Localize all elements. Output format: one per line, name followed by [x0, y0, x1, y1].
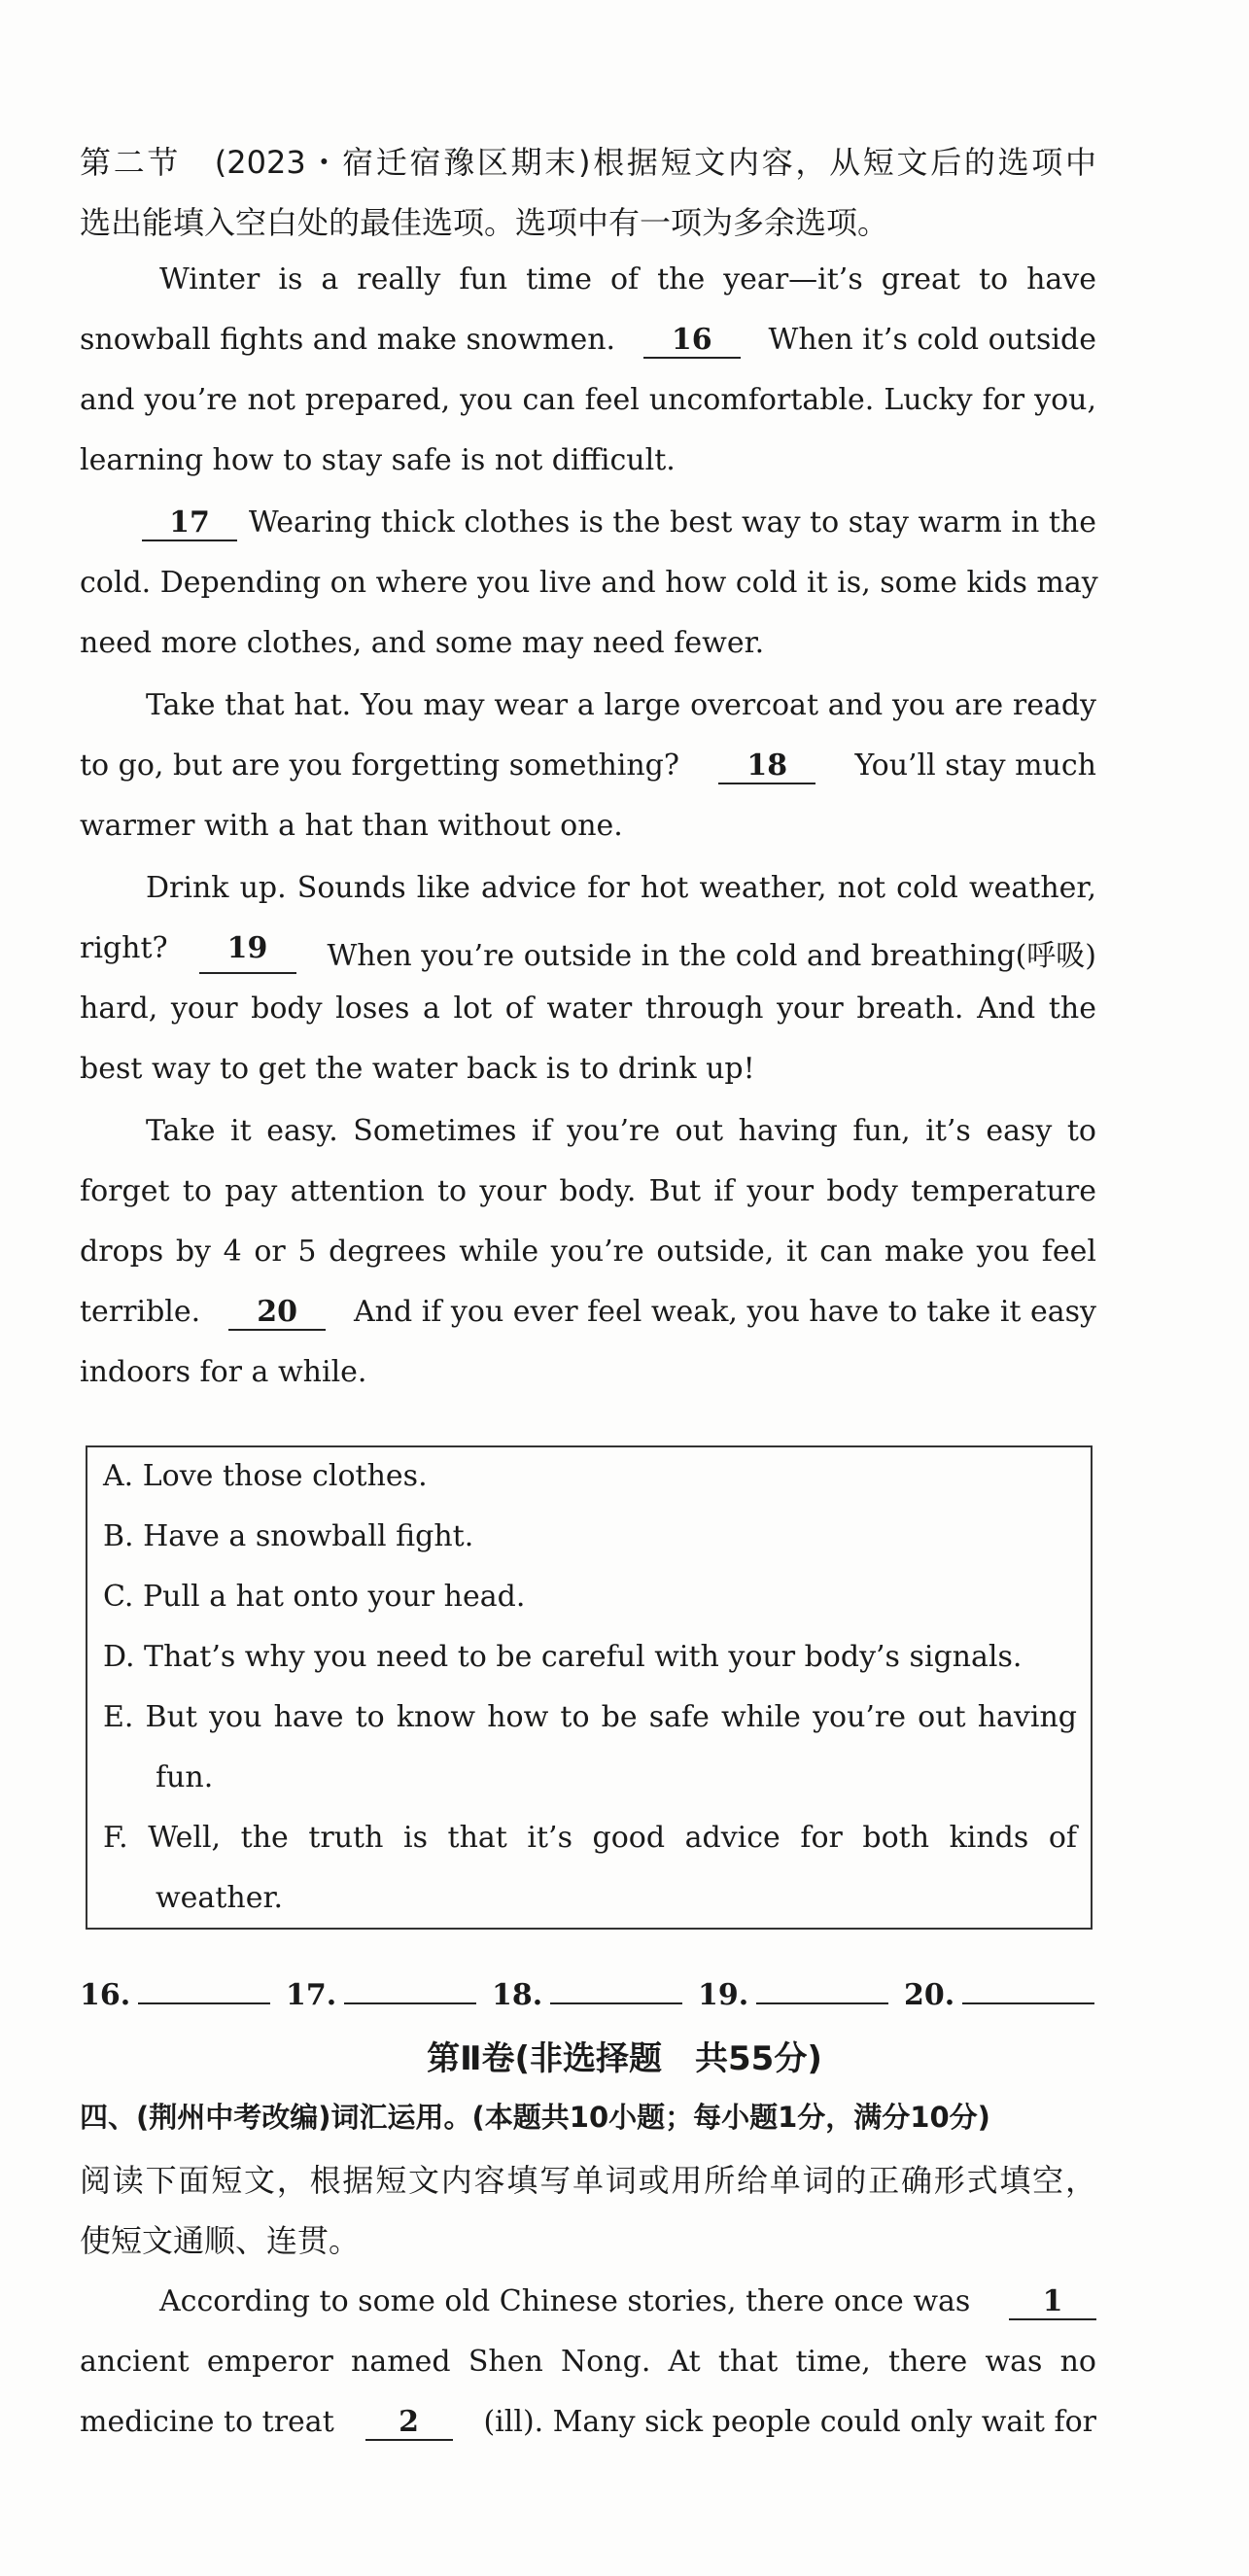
p4-line2	[80, 931, 1096, 974]
options-box	[86, 1445, 1093, 1930]
answer-20-line[interactable]	[962, 1973, 1094, 2004]
p2-line1-text: Wearing thick clothes is the best way to stay warm in the	[248, 505, 1096, 540]
p1-line2b: When it’s cold outside	[768, 323, 1096, 357]
p4-line2b: When you’re outside in the cold and breathing(呼吸)	[327, 939, 1096, 973]
answer-row	[80, 1973, 1096, 2012]
answer-17[interactable]	[286, 1973, 476, 2012]
blank-1[interactable]: 1	[1009, 2284, 1096, 2320]
answer-16[interactable]	[80, 1973, 270, 2012]
p6-line3	[80, 2405, 1096, 2441]
answer-16-label: 16.	[80, 1978, 131, 2012]
part2-instr1: 阅读下面短文，根据短文内容填写单词或用所给单词的正确形式填空，	[80, 2162, 1096, 2199]
p6-line2: ancient emperor named Shen Nong. At that time, there was no	[80, 2345, 1096, 2379]
blank-2[interactable]: 2	[365, 2405, 453, 2441]
option-d: D. That’s why you need to be careful with your body’s signals.	[103, 1640, 1023, 1674]
p5-line4	[80, 1295, 1096, 1331]
p3-line2a: to go, but are you forgetting something?	[80, 748, 679, 783]
p1-line3: and you’re not prepared, you can feel uncomfortable. Lucky for you,	[80, 383, 1096, 417]
answer-17-label: 17.	[286, 1978, 337, 2012]
p4-line3: hard, your body loses a lot of water through your breath. And the	[80, 992, 1096, 1026]
blank-16[interactable]: 16	[643, 323, 741, 359]
answer-17-line[interactable]	[344, 1973, 476, 2004]
p4-line4: best way to get the water back is to drink up!	[80, 1052, 755, 1086]
p5-line4a: terrible.	[80, 1295, 201, 1329]
p5-line5: indoors for a while.	[80, 1355, 367, 1389]
answer-19-line[interactable]	[756, 1973, 888, 2004]
p1-line1: Winter is a really fun time of the year—it’s great to have	[159, 262, 1096, 296]
p5-line3: drops by 4 or 5 degrees while you’re outside, it can make you feel	[80, 1235, 1096, 1269]
p5-line1: Take it easy. Sometimes if you’re out having fun, it’s easy to	[146, 1114, 1096, 1148]
part2-heading: 四、(荆州中考改编)词汇运用。(本题共10小题；每小题1分，满分10分)	[80, 2101, 990, 2134]
p5-line4b: And if you ever feel weak, you have to take it easy	[353, 1295, 1096, 1329]
p3-line1: Take that hat. You may wear a large overcoat and you are ready	[146, 688, 1096, 722]
answer-18-line[interactable]	[550, 1973, 682, 2004]
answer-18-label: 18.	[492, 1978, 543, 2012]
part2-instr2: 使短文通顺、连贯。	[80, 2222, 361, 2259]
part2-title: 第Ⅱ卷(非选择题 共55分)	[427, 2039, 822, 2078]
p4-line1: Drink up. Sounds like advice for hot weather, not cold weather,	[146, 871, 1096, 905]
option-f-line1: F. Well, the truth is that it’s good advice for both kinds of	[103, 1821, 1077, 1855]
section2-line1: 第二节 (2023・宿迁宿豫区期末)根据短文内容，从短文后的选项中	[80, 144, 1096, 181]
answer-19[interactable]	[698, 1973, 888, 2012]
section2-line2: 选出能填入空白处的最佳选项。选项中有一项为多余选项。	[80, 204, 889, 241]
p3-line3: warmer with a hat than without one.	[80, 809, 623, 843]
answer-19-label: 19.	[698, 1978, 749, 2012]
option-c: C. Pull a hat onto your head.	[103, 1580, 526, 1614]
p6-line1a: According to some old Chinese stories, there once was	[159, 2284, 971, 2318]
blank-19[interactable]: 19	[199, 931, 296, 974]
blank-18[interactable]: 18	[718, 748, 815, 784]
p1-line4: learning how to stay safe is not difficult.	[80, 443, 676, 477]
p2-line1	[80, 505, 1096, 541]
answer-20[interactable]	[904, 1973, 1094, 2012]
p1-line2a: snowball fights and make snowmen.	[80, 323, 616, 357]
p2-line3: need more clothes, and some may need fewer.	[80, 626, 765, 660]
option-e-line1: E. But you have to know how to be safe while you’re out having	[103, 1700, 1077, 1734]
blank-17[interactable]: 17	[142, 505, 237, 541]
p3-line2	[80, 748, 1096, 784]
p3-line2b: You’ll stay much	[854, 748, 1096, 783]
p6-line3a: medicine to treat	[80, 2405, 334, 2439]
p6-line3b: (ill). Many sick people could only wait for	[483, 2405, 1096, 2439]
option-a: A. Love those clothes.	[103, 1459, 428, 1493]
p6-line1	[80, 2284, 1096, 2320]
option-b: B. Have a snowball fight.	[103, 1519, 474, 1553]
option-e-line2: fun.	[156, 1760, 214, 1794]
answer-20-label: 20.	[904, 1978, 955, 2012]
p4-line2a: right?	[80, 931, 168, 965]
answer-18[interactable]	[492, 1973, 682, 2012]
option-f-line2: weather.	[156, 1881, 284, 1915]
p5-line2: forget to pay attention to your body. But if your body temperature	[80, 1174, 1096, 1208]
p2-line2: cold. Depending on where you live and how cold it is, some kids may	[80, 566, 1098, 600]
answer-16-line[interactable]	[138, 1973, 270, 2004]
blank-20[interactable]: 20	[228, 1295, 326, 1331]
p1-line2	[80, 323, 1096, 359]
